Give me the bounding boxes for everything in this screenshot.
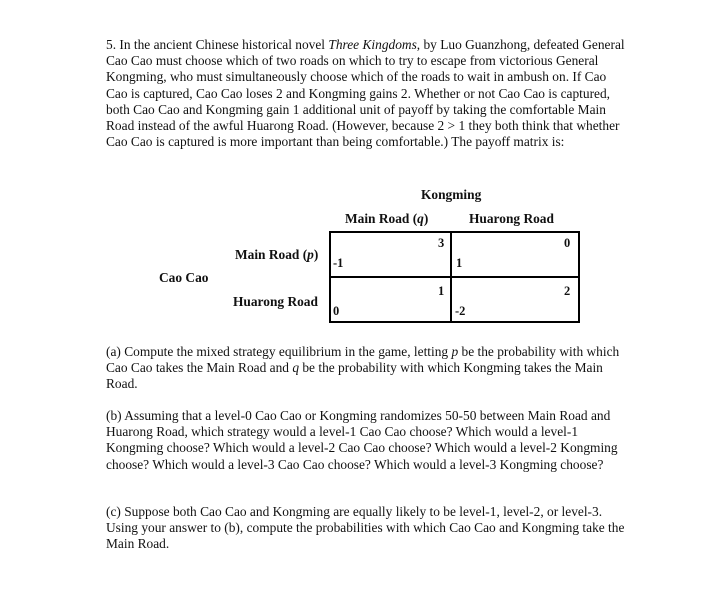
part-a-text: (a) Compute the mixed strategy equilibrium in the game, letting p be the probability with which Cao Cao takes the Main Road and q be the probability with which Kongming takes the Main Road. bbox=[106, 344, 620, 392]
row-header-main-road: Main Road (p) bbox=[235, 247, 319, 262]
payoff-hm-row: 0 bbox=[333, 304, 340, 318]
payoff-mm-row: -1 bbox=[333, 256, 344, 270]
col-header-main-road: Main Road (q) bbox=[345, 211, 429, 226]
payoff-mm-col: 3 bbox=[438, 236, 445, 250]
col-player-label: Kongming bbox=[421, 187, 482, 202]
payoff-hh-row: -2 bbox=[455, 304, 466, 318]
problem-intro: 5. In the ancient Chinese historical novel Three Kingdoms, by Luo Guanzhong, defeated General Cao Cao must choose which of two roads on which to try to escape from victorious General Kongming, who must simultaneously choose which of the roads to wait in ambush on. If Cao Cao is captured, Cao Cao loses 2 and Kongming gains 2. Whether or not Cao Cao is captured, both Cao Cao and Kongming gain 1 additional unit of payoff by taking the comfortable Main Road instead of the awful Huarong Road. (However, because 2 > 1 they both think that whether Cao Cao is captured is more important than being comfortable.) The payoff matrix is: bbox=[106, 37, 625, 150]
payoff-mh-col: 0 bbox=[564, 236, 571, 250]
matrix-divider-horizontal bbox=[329, 276, 580, 278]
row-player-label: Cao Cao bbox=[159, 270, 209, 285]
part-c-text: (c) Suppose both Cao Cao and Kongming are equally likely to be level-1, level-2, or level-3. Using your answer to (b), compute the probabilities with which Cao Cao and Kongming take the Main Road. bbox=[106, 504, 625, 552]
col-header-huarong-road: Huarong Road bbox=[469, 211, 554, 226]
part-b-text: (b) Assuming that a level-0 Cao Cao or Kongming randomizes 50-50 between Main Road and Huarong Road, which strategy would a level-1 Cao Cao choose? Which would a level-1 Kongming choose? Which would a level-2 Cao Cao choose? Which would a level-2 Kongming choose? Which would a level-3 Cao Cao choose? Which would a level-3 Kongming choose? bbox=[106, 408, 618, 472]
payoff-hm-col: 1 bbox=[438, 284, 445, 298]
payoff-hh-col: 2 bbox=[564, 284, 571, 298]
payoff-mh-row: 1 bbox=[456, 256, 463, 270]
row-header-huarong-road: Huarong Road bbox=[233, 294, 318, 309]
